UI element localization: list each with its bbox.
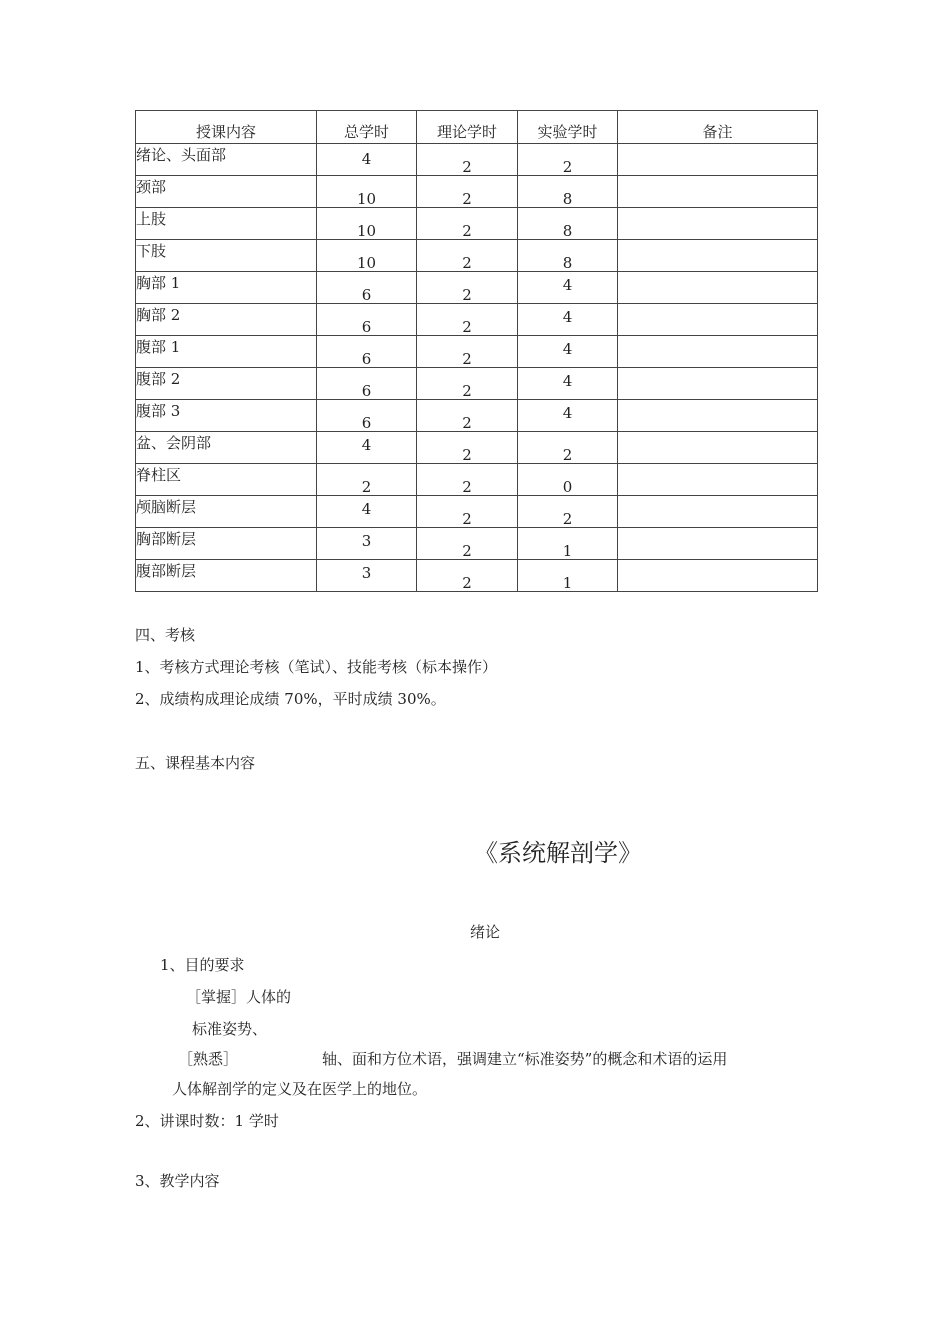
row-content-cell: 上肢 [136, 208, 317, 240]
table-row [136, 496, 818, 528]
definition-line: 人体解剖学的定义及在医学上的地位。 [172, 1080, 428, 1098]
row-theory-value: 2 [462, 574, 472, 592]
header-lab-hours: 实验学时 [518, 111, 618, 144]
row-total-cell [317, 176, 417, 208]
row-note-cell [618, 144, 818, 176]
row-total-cell [317, 464, 417, 496]
row-total-value: 10 [356, 190, 377, 208]
row-theory-cell [417, 368, 518, 400]
master-line-2: 标准姿势、 [192, 1020, 268, 1038]
row-theory-cell [417, 208, 518, 240]
table-row [136, 368, 818, 400]
row-total-value: 10 [356, 222, 377, 240]
row-total-value: 6 [361, 382, 372, 400]
row-note-cell [618, 208, 818, 240]
lecture-hours: 2、讲课时数：1 学时 [135, 1112, 279, 1130]
row-note-cell [618, 176, 818, 208]
table-header-row [136, 111, 818, 144]
row-lab-value: 8 [562, 222, 573, 240]
row-total-value: 4 [361, 150, 372, 168]
row-total-value: 2 [361, 478, 372, 496]
row-total-value: 6 [361, 286, 372, 304]
row-theory-value: 2 [462, 222, 472, 240]
table-row [136, 304, 818, 336]
row-note-cell [618, 432, 818, 464]
row-lab-cell [518, 400, 618, 432]
row-theory-value: 2 [462, 350, 472, 368]
row-lab-cell [518, 304, 618, 336]
row-theory-value: 2 [462, 478, 472, 496]
row-theory-cell [417, 400, 518, 432]
row-theory-cell [417, 528, 518, 560]
table-row [136, 336, 818, 368]
row-lab-value: 1 [562, 542, 573, 560]
course-hours-table [135, 110, 818, 592]
table-row [136, 272, 818, 304]
row-total-cell [317, 400, 417, 432]
assessment-method: 1、考核方式理论考核（笔试）、技能考核（标本操作） [135, 658, 498, 676]
header-content: 授课内容 [136, 111, 317, 144]
table-row [136, 528, 818, 560]
row-theory-cell [417, 560, 518, 592]
goal-heading: 1、目的要求 [160, 956, 245, 974]
row-total-cell [317, 272, 417, 304]
grade-composition: 2、成绩构成理论成绩 70%，平时成绩 30%。 [135, 690, 446, 708]
row-content-cell: 腹部 1 [136, 336, 317, 368]
row-note-cell [618, 240, 818, 272]
row-lab-cell [518, 528, 618, 560]
row-total-value: 4 [361, 500, 372, 518]
row-total-value: 6 [361, 350, 372, 368]
row-total-cell [317, 560, 417, 592]
row-theory-value: 2 [462, 542, 472, 560]
row-lab-value: 4 [562, 404, 573, 422]
row-theory-value: 2 [462, 254, 472, 272]
row-lab-value: 0 [562, 478, 573, 496]
row-lab-cell [518, 496, 618, 528]
book-title: 《系统解剖学》 [474, 839, 642, 867]
row-total-cell [317, 336, 417, 368]
row-note-cell [618, 560, 818, 592]
row-lab-value: 2 [562, 446, 573, 464]
row-lab-value: 8 [562, 254, 573, 272]
row-content-cell: 胸部 1 [136, 272, 317, 304]
row-theory-value: 2 [462, 510, 472, 528]
row-lab-cell [518, 368, 618, 400]
row-theory-value: 2 [462, 382, 472, 400]
row-theory-cell [417, 464, 518, 496]
familiar-text: 轴、面和方位术语，强调建立“标准姿势”的概念和术语的运用 [322, 1050, 728, 1068]
table-row [136, 176, 818, 208]
table-row [136, 432, 818, 464]
row-theory-value: 2 [462, 158, 472, 176]
row-theory-cell [417, 176, 518, 208]
row-note-cell [618, 336, 818, 368]
row-total-cell [317, 528, 417, 560]
row-total-cell [317, 208, 417, 240]
row-note-cell [618, 304, 818, 336]
row-note-cell [618, 400, 818, 432]
row-total-value: 4 [361, 436, 372, 454]
table-row [136, 208, 818, 240]
row-content-cell: 胸部 2 [136, 304, 317, 336]
row-theory-value: 2 [462, 318, 472, 336]
familiar-label: ［熟悉］ [178, 1050, 239, 1068]
row-note-cell [618, 368, 818, 400]
row-content-cell: 脊柱区 [136, 464, 317, 496]
row-theory-cell [417, 496, 518, 528]
chapter-title: 绪论 [470, 923, 501, 941]
row-lab-value: 2 [562, 510, 573, 528]
table-row [136, 144, 818, 176]
row-theory-value: 2 [462, 414, 472, 432]
row-lab-value: 2 [562, 158, 573, 176]
table-row [136, 240, 818, 272]
table-body [136, 144, 818, 592]
row-note-cell [618, 464, 818, 496]
row-lab-value: 4 [562, 308, 573, 326]
row-lab-cell [518, 560, 618, 592]
row-total-cell [317, 432, 417, 464]
row-lab-cell [518, 176, 618, 208]
row-theory-cell [417, 304, 518, 336]
row-lab-cell [518, 272, 618, 304]
row-note-cell [618, 272, 818, 304]
master-line: ［掌握］人体的 [186, 988, 292, 1006]
row-total-value: 3 [361, 532, 372, 550]
row-note-cell [618, 528, 818, 560]
row-lab-value: 1 [562, 574, 573, 592]
row-total-value: 6 [361, 414, 372, 432]
row-content-cell: 下肢 [136, 240, 317, 272]
row-theory-cell [417, 144, 518, 176]
row-total-cell [317, 144, 417, 176]
row-lab-cell [518, 208, 618, 240]
row-content-cell: 绪论、头面部 [136, 144, 317, 176]
row-lab-cell [518, 336, 618, 368]
row-content-cell: 颈部 [136, 176, 317, 208]
row-total-cell [317, 240, 417, 272]
row-total-cell [317, 368, 417, 400]
row-lab-cell [518, 464, 618, 496]
row-note-cell [618, 496, 818, 528]
row-total-value: 3 [361, 564, 372, 582]
row-total-value: 6 [361, 318, 372, 336]
row-total-cell [317, 496, 417, 528]
table-row [136, 560, 818, 592]
row-content-cell: 盆、会阴部 [136, 432, 317, 464]
row-content-cell: 腹部 2 [136, 368, 317, 400]
content-heading: 3、教学内容 [135, 1172, 220, 1190]
header-notes: 备注 [618, 111, 818, 144]
section5-heading: 五、课程基本内容 [135, 754, 256, 772]
row-content-cell: 腹部断层 [136, 560, 317, 592]
row-content-cell: 颅脑断层 [136, 496, 317, 528]
row-lab-cell [518, 144, 618, 176]
row-lab-value: 4 [562, 340, 573, 358]
row-theory-cell [417, 240, 518, 272]
row-content-cell: 腹部 3 [136, 400, 317, 432]
row-theory-cell [417, 432, 518, 464]
row-theory-value: 2 [462, 286, 472, 304]
row-content-cell: 胸部断层 [136, 528, 317, 560]
row-lab-value: 4 [562, 276, 573, 294]
section4-heading: 四、考核 [135, 626, 196, 644]
row-theory-value: 2 [462, 190, 472, 208]
row-theory-value: 2 [462, 446, 472, 464]
table-row [136, 400, 818, 432]
table-row [136, 464, 818, 496]
row-lab-cell [518, 432, 618, 464]
row-theory-cell [417, 336, 518, 368]
row-lab-cell [518, 240, 618, 272]
header-total-hours: 总学时 [317, 111, 417, 144]
row-lab-value: 8 [562, 190, 573, 208]
row-theory-cell [417, 272, 518, 304]
row-lab-value: 4 [562, 372, 573, 390]
header-theory-hours: 理论学时 [417, 111, 518, 144]
row-total-cell [317, 304, 417, 336]
row-total-value: 10 [356, 254, 377, 272]
